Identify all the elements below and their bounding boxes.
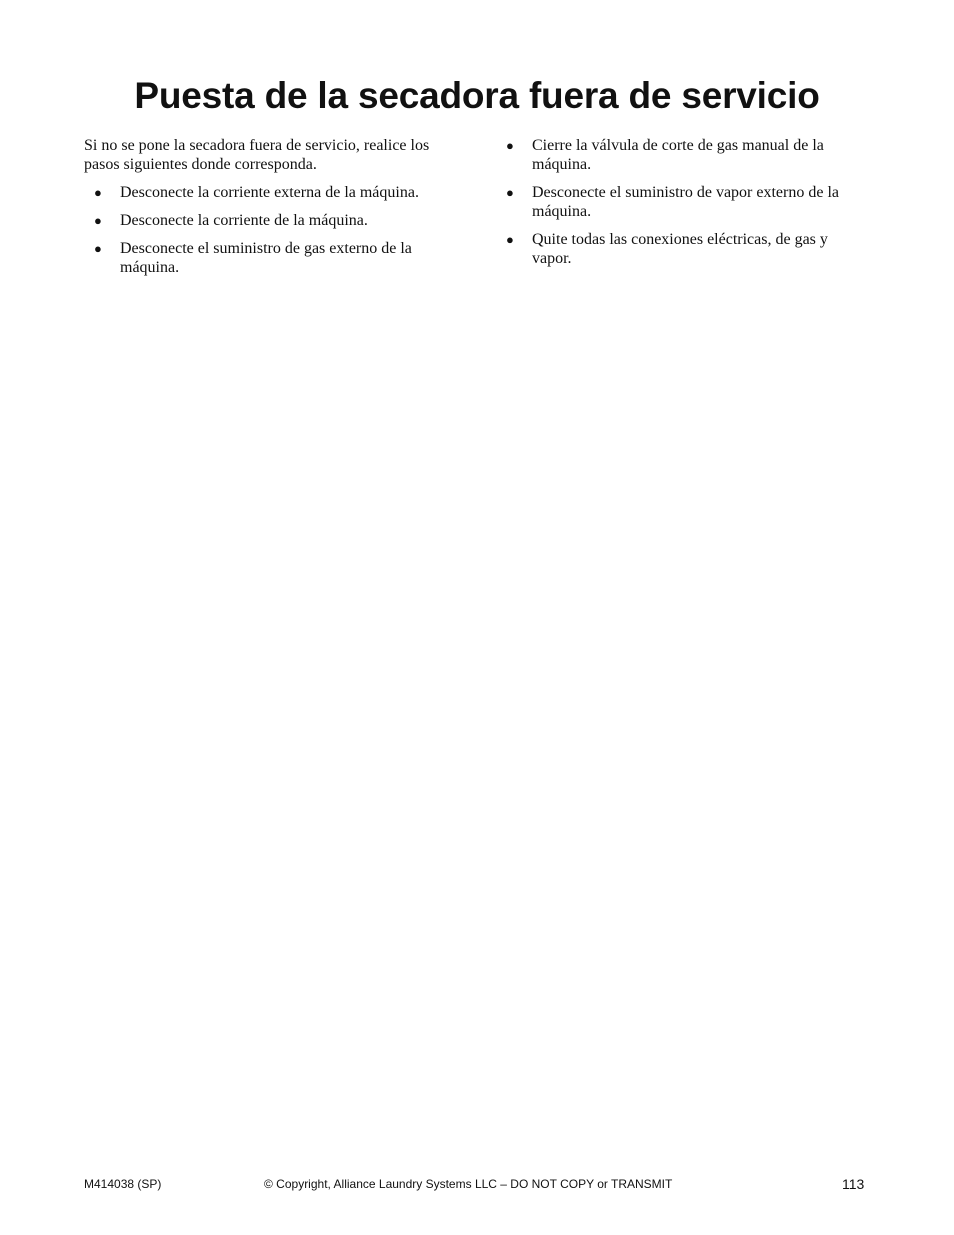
list-item xyxy=(506,136,866,174)
bullet-icon: ● xyxy=(94,241,102,256)
bullet-icon: ● xyxy=(506,185,514,200)
page-title: Puesta de la secadora fuera de servicio xyxy=(134,75,820,116)
left-bullet-list xyxy=(84,183,464,277)
right-column xyxy=(506,136,866,277)
right-bullet-list xyxy=(506,136,866,268)
footer-doc-number: M414038 (SP) xyxy=(84,1177,162,1191)
list-item-text: Quite todas las conexiones eléctricas, de gas y vapor. xyxy=(532,231,828,267)
bullet-icon: ● xyxy=(506,138,514,153)
list-item xyxy=(506,230,866,268)
footer-copyright: © Copyright, Alliance Laundry Systems LLC – DO NOT COPY or TRANSMIT xyxy=(264,1177,673,1191)
left-column xyxy=(84,136,464,286)
list-item-text: Desconecte la corriente externa de la máquina. xyxy=(120,184,419,201)
bullet-icon: ● xyxy=(94,185,102,200)
footer-page-number: 113 xyxy=(842,1176,865,1192)
list-item-text: Desconecte la corriente de la máquina. xyxy=(120,212,368,229)
list-item xyxy=(94,211,464,230)
list-item xyxy=(506,183,866,221)
list-item xyxy=(94,239,464,277)
list-item-text: Desconecte el suministro de vapor externo de la máquina. xyxy=(532,184,839,220)
bullet-icon: ● xyxy=(506,232,514,247)
list-item-text: Cierre la válvula de corte de gas manual de la máquina. xyxy=(532,137,824,173)
list-item-text: Desconecte el suministro de gas externo de la máquina. xyxy=(120,240,412,276)
bullet-icon: ● xyxy=(94,213,102,228)
list-item xyxy=(94,183,464,202)
intro-paragraph: Si no se pone la secadora fuera de servicio, realice los pasos siguientes donde corresponda. xyxy=(84,137,430,173)
